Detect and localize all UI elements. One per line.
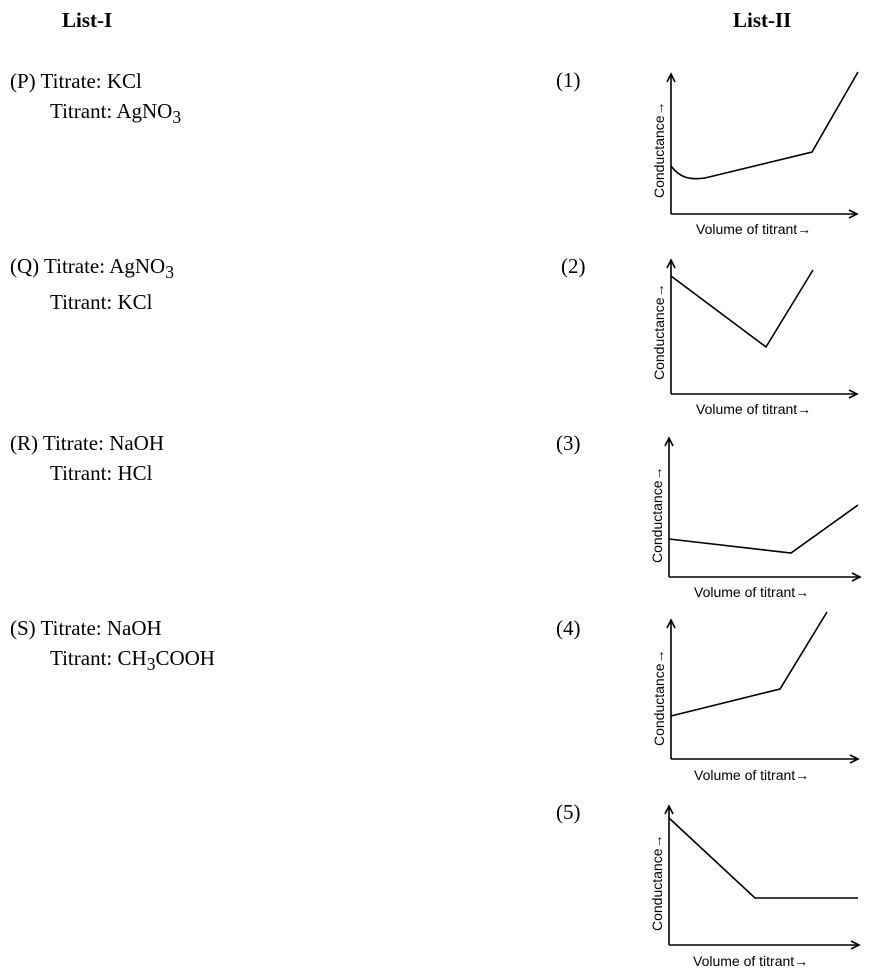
- graph-number-5: (5): [556, 800, 581, 824]
- graph-4: [643, 612, 868, 787]
- graph-number-3: (3): [556, 431, 581, 455]
- x-axis-label: Volume of titrant→: [696, 401, 812, 417]
- graph-number-4: (4): [556, 616, 581, 640]
- graph-3: [640, 432, 865, 604]
- graph-5: [640, 798, 865, 976]
- graph-4-curve: [671, 612, 827, 716]
- graph-1: [640, 68, 865, 243]
- graph-2-curve: [671, 270, 813, 347]
- list-ii-header: List-II: [733, 8, 792, 32]
- x-axis-label: Volume of titrant→: [693, 953, 809, 969]
- list-i-item-p: (P) Titrate: KCl Titrant: AgNO$_3$: [10, 69, 182, 128]
- graph-1-curve: [671, 72, 858, 179]
- x-axis-label: Volume of titrant→: [694, 767, 810, 783]
- graph-number-1: (1): [556, 68, 581, 92]
- list-i-header: List-I: [62, 8, 113, 32]
- graph-number-2: (2): [561, 254, 586, 278]
- x-axis-label: Volume of titrant→: [694, 584, 810, 600]
- graph-5-curve: [669, 818, 858, 898]
- y-axis-label: Conductance→: [651, 649, 667, 746]
- y-axis-label: Conductance→: [649, 466, 665, 563]
- graph-3-curve: [669, 505, 858, 553]
- x-axis-label: Volume of titrant→: [696, 221, 812, 237]
- y-axis-label: Conductance→: [651, 101, 667, 198]
- graph-2: [643, 254, 868, 424]
- list-i-item-s: (S) Titrate: NaOH Titrant: $CH_3COOH$: [10, 616, 215, 675]
- y-axis-label: Conductance→: [649, 834, 665, 931]
- list-i-item-q: (Q) Titrate: AgNO$_3$ Titrant: KCl: [10, 254, 174, 315]
- list-i-item-r: (R) Titrate: NaOH Titrant: HCl: [10, 431, 165, 485]
- y-axis-label: Conductance→: [651, 283, 667, 380]
